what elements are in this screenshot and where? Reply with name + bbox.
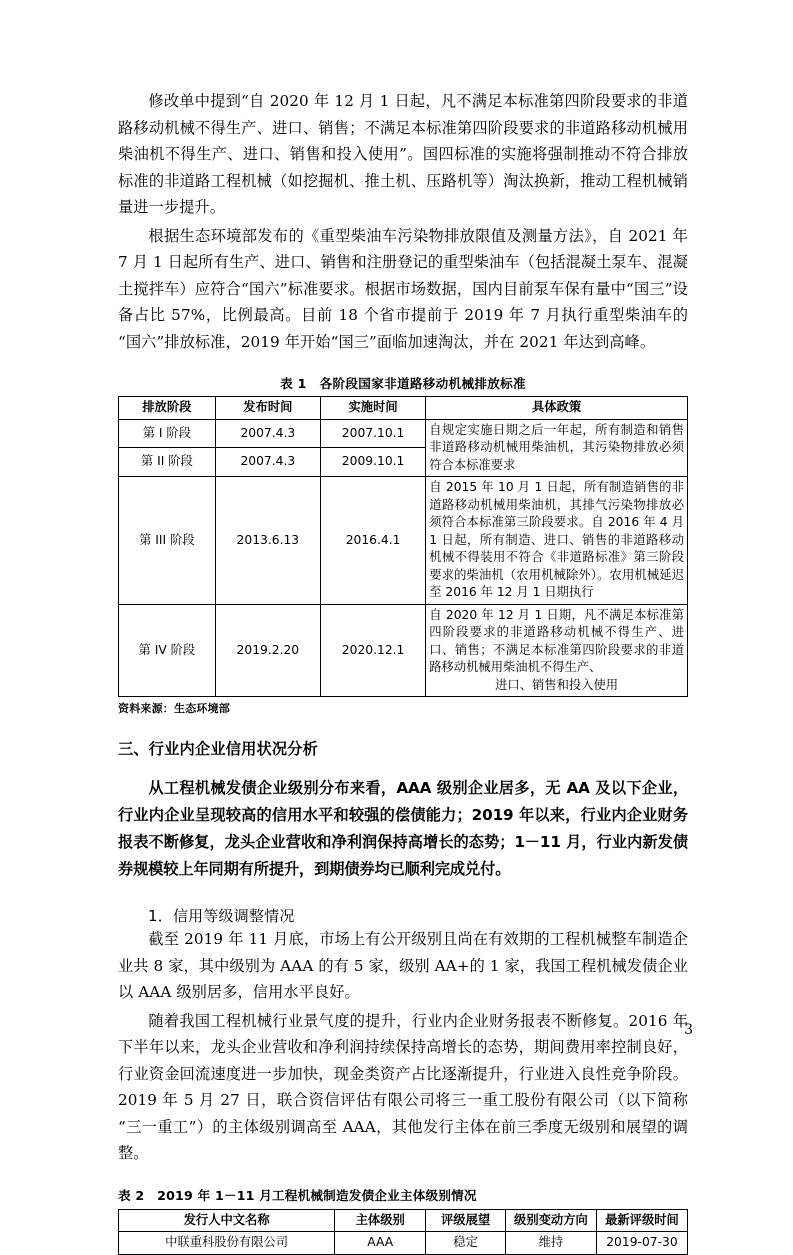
table2-cell-date: 2019-07-30: [596, 1232, 687, 1255]
table1-cell-release: 2007.4.3: [215, 448, 320, 477]
paragraph-intro-2: 根据生态环境部发布的《重型柴油车污染物排放限值及测量方法》，自 2021 年 7 月 1 日起所有生产、进口、销售和注册登记的重型柴油车（包括混凝土泵车、混凝土搅拌车）应符合“国六”标准要求。根据市场数据，国内目前泵车保有量中“国三”设备占比 57%，比例最高。目前 18 个省市提前于 2019 年 7 月执行重型柴油车的“国六”排放标准，2019 年开始“国三”面临加速淘汰，并在 2021 年达到高峰。: [118, 226, 688, 351]
subsection-heading: 1．信用等级调整情况: [148, 907, 295, 925]
table-row: [119, 1232, 688, 1255]
table1-cell-implement: 2009.10.1: [320, 448, 425, 477]
table1-header-implement: 实施时间: [320, 397, 425, 420]
paragraph-body-1: 截至 2019 年 11 月底，市场上有公开级别且尚在有效期的工程机械整车制造企业共 8 家，其中级别为 AAA 的有 5 家，级别 AA+的 1 家，我国工程机械发债企业以 AAA 级别居多，信用水平良好。: [118, 930, 688, 1001]
table1-cell-implement: 2020.12.1: [320, 604, 425, 697]
spacer: [118, 1169, 688, 1185]
table2-header-rating: 主体级别: [335, 1209, 426, 1232]
table1-cell-stage: 第 IV 阶段: [119, 604, 216, 697]
table2-caption: 表 2 2019 年 1－11 月工程机械制造发债企业主体级别情况: [118, 1187, 477, 1203]
table1-cell-release: 2007.4.3: [215, 419, 320, 448]
table-row: [119, 477, 688, 605]
table1-policy-tail: 进口、销售和投入使用: [495, 677, 619, 692]
table2-cell-outlook: 稳定: [426, 1232, 506, 1255]
table1-policy-main: 自 2020 年 12 月 1 日期，凡不满足本标准第四阶段要求的非道路移动机械不得生产、进口、销售；不满足本标准第四阶段要求的非道路移动机械用柴油机不得生产、: [429, 607, 684, 674]
page-number: 3: [684, 1022, 693, 1038]
paragraph-intro-1: 修改单中提到“自 2020 年 12 月 1 日起，凡不满足本标准第四阶段要求的非道路移动机械不得生产、进口、销售；不满足本标准第四阶段要求的非道路移动机械用柴油机不得生产、进口、销售和投入使用”。国四标准的实施将强制推动不符合排放标准的非道路工程机械（如挖掘机、推土机、压路机等）淘汰换新，推动工程机械销量进一步提升。: [118, 92, 688, 216]
table2-cell-name: 中联重科股份有限公司: [119, 1232, 335, 1255]
table1-cell-release: 2019.2.20: [215, 604, 320, 697]
table1-cell-release: 2013.6.13: [215, 477, 320, 605]
table2-header-outlook: 评级展望: [426, 1209, 506, 1232]
issuer-rating-table: [118, 1209, 688, 1255]
table1-caption: 表 1 各阶段国家非道路移动机械排放标准: [280, 376, 526, 391]
table1-source-note: 资料来源：生态环境部: [118, 702, 230, 715]
spacer: [118, 357, 688, 373]
table1-header-policy: 具体政策: [426, 397, 688, 420]
table1-cell-policy: [426, 604, 688, 697]
emission-standards-table: [118, 396, 688, 697]
table1-cell-stage: 第 III 阶段: [119, 477, 216, 605]
table-header-row: [119, 1209, 688, 1232]
paragraph-body-2: 随着我国工程机械行业景气度的提升，行业内企业财务报表不断修复。2016 年下半年以来，龙头企业营收和净利润持续保持高增长的态势，期间费用率控制良好，行业资金回流速度进一步加快，现金类资产占比逐渐提升，行业进入良性竞争阶段。2019 年 5 月 27 日，联合资信评估有限公司将三一重工股份有限公司（以下简称“三一重工”）的主体级别调高至 AAA，其他发行主体在前三季度无级别和展望的调整。: [118, 1011, 688, 1162]
table2-header-name: 发行人中文名称: [119, 1209, 335, 1232]
table1-header-stage: 排放阶段: [119, 397, 216, 420]
table2-header-date: 最新评级时间: [596, 1209, 687, 1232]
table-row: [119, 604, 688, 697]
highlight-paragraph: 从工程机械发债企业级别分布来看，AAA 级别企业居多，无 AA 及以下企业，行业内企业呈现较高的信用水平和较强的偿债能力；2019 年以来，行业内企业财务报表不断修复，龙头企业营收和净利润保持高增长的态势；1－11 月，行业内新发债券规模较上年同期有所提升，到期债券均已顺利完成兑付。: [118, 779, 688, 878]
table1-cell-implement: 2007.10.1: [320, 419, 425, 448]
table2-cell-direction: 维持: [505, 1232, 596, 1255]
table-row: [119, 419, 688, 448]
spacer: [118, 759, 688, 775]
table1-cell-policy: 自 2015 年 10 月 1 日起，所有制造销售的非道路移动机械用柴油机，其排气污染物排放必须符合本标准第三阶段要求。自 2016 年 4 月 1 日起，所有制造、进口、销售的非道路移动机械不得装用不符合《非道路标准》第三阶段要求的柴油机（农用机械除外）。农用机械延迟至 2016 年 12 月 1 日期执行: [426, 477, 688, 605]
table1-cell-implement: 2016.4.1: [320, 477, 425, 605]
table1-cell-stage: 第 I 阶段: [119, 419, 216, 448]
table2-header-direction: 级别变动方向: [505, 1209, 596, 1232]
table1-cell-policy: 自规定实施日期之后一年起，所有制造和销售非道路移动机械用柴油机，其污染物排放必须符合本标准要求: [426, 419, 688, 477]
spacer: [118, 883, 688, 905]
table2-cell-rating: AAA: [335, 1232, 426, 1255]
section-heading: 三、行业内企业信用状况分析: [118, 740, 319, 758]
table-header-row: [119, 397, 688, 420]
table1-header-release: 发布时间: [215, 397, 320, 420]
spacer: [118, 716, 688, 738]
table1-cell-stage: 第 II 阶段: [119, 448, 216, 477]
